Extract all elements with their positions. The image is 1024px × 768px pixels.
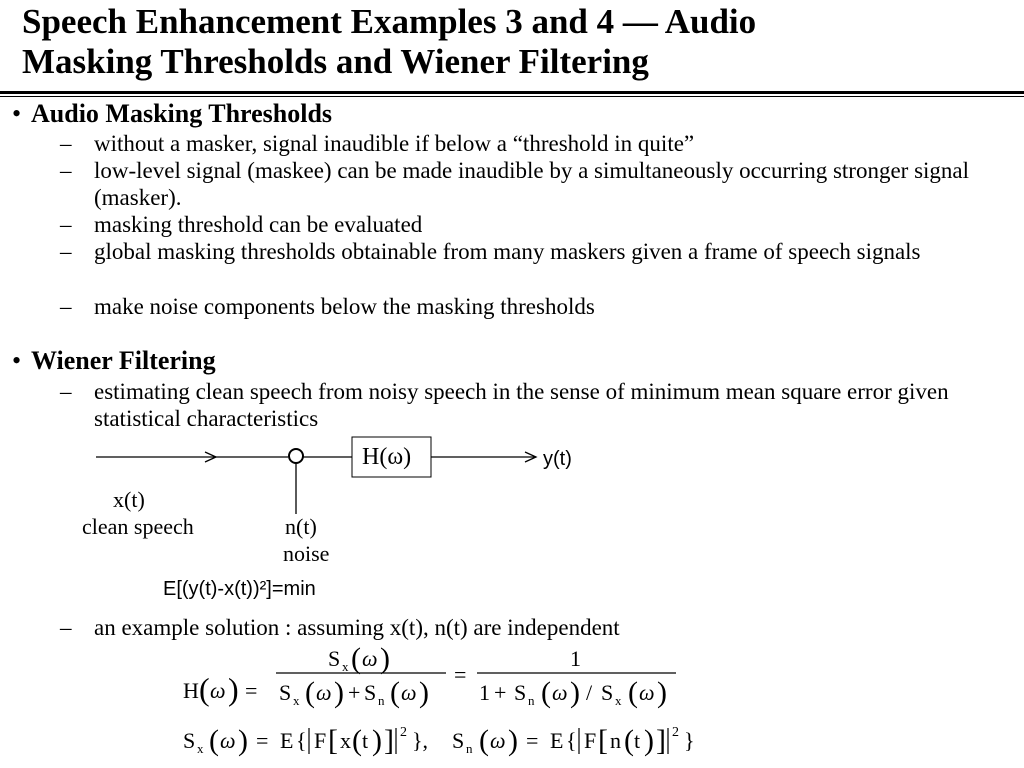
svg-text:ω: ω	[552, 680, 568, 705]
input-signal-label: x(t)	[113, 487, 145, 512]
svg-text:=: =	[454, 662, 467, 687]
svg-text:t: t	[362, 728, 369, 753]
dash-marker: –	[60, 131, 72, 156]
noise-signal-label: n(t)	[285, 514, 317, 539]
dash-marker: –	[60, 379, 72, 404]
svg-text:S: S	[601, 680, 614, 705]
svg-text:1: 1	[479, 680, 490, 705]
svg-text:E: E	[280, 728, 294, 753]
svg-text:): )	[644, 724, 654, 757]
svg-text:S: S	[364, 680, 377, 705]
svg-text:n: n	[528, 693, 535, 708]
svg-text:}: }	[684, 728, 695, 753]
svg-text:[: [	[328, 724, 338, 757]
dash-marker: –	[60, 239, 72, 264]
svg-text:=: =	[526, 728, 539, 753]
svg-text:n: n	[466, 741, 473, 756]
svg-text:n: n	[610, 728, 621, 753]
svg-text:ω: ω	[401, 680, 417, 705]
svg-text:): )	[508, 724, 518, 757]
svg-text:{: {	[296, 728, 307, 753]
svg-text:]: ]	[384, 724, 394, 757]
svg-text:{: {	[566, 728, 577, 753]
svg-text:(: (	[305, 676, 315, 709]
dash-marker: –	[60, 212, 72, 237]
svg-text:): )	[228, 671, 239, 707]
svg-text:[: [	[598, 724, 608, 757]
svg-text:1: 1	[570, 646, 581, 671]
dash-marker: –	[60, 294, 72, 319]
svg-text:},: },	[412, 728, 429, 753]
list-item-text: estimating clean speech from noisy speech in the sense of minimum mean square error given statistical characteristics	[94, 379, 949, 431]
svg-text:=: =	[245, 678, 258, 703]
mmse-criterion: E[(y(t)-x(t))²]=min	[163, 578, 316, 600]
svg-text:): )	[570, 676, 580, 709]
noise-name-label: noise	[283, 541, 330, 566]
svg-text:): )	[419, 676, 429, 709]
svg-text:x: x	[340, 728, 351, 753]
svg-text:H: H	[183, 678, 199, 703]
svg-text:=: =	[256, 728, 269, 753]
svg-text:S: S	[452, 728, 465, 753]
svg-text:ω: ω	[220, 728, 236, 753]
svg-text:/: /	[586, 680, 593, 705]
svg-text:): )	[372, 724, 382, 757]
svg-text:(: (	[199, 671, 210, 707]
svg-text:(: (	[624, 724, 634, 757]
svg-text:ω: ω	[490, 728, 506, 753]
dash-marker: –	[60, 615, 72, 640]
list-item-text: make noise components below the masking thresholds	[94, 294, 595, 319]
svg-text:+: +	[494, 680, 507, 705]
svg-text:): )	[238, 724, 248, 757]
svg-text:x: x	[293, 693, 300, 708]
svg-text:+: +	[348, 680, 361, 705]
svg-text:(: (	[351, 642, 361, 675]
list-item-text: an example solution : assuming x(t), n(t) are independent	[94, 615, 620, 640]
svg-text:ω: ω	[210, 678, 226, 703]
svg-text:S: S	[328, 646, 341, 671]
svg-text:x: x	[342, 659, 349, 674]
list-item-text: masking threshold can be evaluated	[94, 212, 423, 237]
svg-text:(: (	[390, 676, 400, 709]
output-label: y(t)	[543, 448, 572, 470]
title-line-1: Speech Enhancement Examples 3 and 4 — Audio	[22, 2, 757, 41]
svg-text:S: S	[514, 680, 527, 705]
svg-text:x: x	[615, 693, 622, 708]
svg-text:): )	[380, 642, 390, 675]
svg-text:S: S	[279, 680, 292, 705]
svg-text:n: n	[378, 693, 385, 708]
title-line-2: Masking Thresholds and Wiener Filtering	[22, 42, 649, 81]
svg-text:(: (	[352, 724, 362, 757]
svg-text:t: t	[634, 728, 641, 753]
svg-text:(: (	[541, 676, 551, 709]
svg-text:(: (	[479, 724, 489, 757]
svg-text:ω: ω	[316, 680, 332, 705]
input-name-label: clean speech	[82, 514, 194, 539]
svg-text:ω: ω	[639, 680, 655, 705]
svg-text:2: 2	[400, 725, 407, 740]
svg-text:S: S	[183, 728, 196, 753]
filter-label: H(ω)	[362, 444, 412, 470]
bullet-dot: •	[12, 99, 22, 128]
svg-text:]: ]	[656, 724, 666, 757]
heading-text: Wiener Filtering	[31, 346, 216, 375]
list-item-text: global masking thresholds obtainable from many maskers given a frame of speech signals	[94, 239, 921, 264]
svg-text:E: E	[550, 728, 564, 753]
svg-text:x: x	[197, 741, 204, 756]
svg-text:ω: ω	[362, 646, 378, 671]
list-item-text: low-level signal (maskee) can be made inaudible by a simultaneously occurring stronger signal (masker).	[94, 158, 970, 210]
svg-text:F: F	[314, 728, 327, 753]
svg-text:(: (	[628, 676, 638, 709]
dash-marker: –	[60, 158, 72, 183]
heading-text: Audio Masking Thresholds	[31, 99, 333, 128]
bullet-dot: •	[12, 346, 22, 375]
svg-text:(: (	[209, 724, 219, 757]
svg-text:F: F	[584, 728, 597, 753]
list-item-text: without a masker, signal inaudible if below a “threshold in quite”	[94, 131, 695, 156]
svg-text:): )	[334, 676, 344, 709]
svg-text:2: 2	[672, 725, 679, 740]
svg-text:): )	[657, 676, 667, 709]
